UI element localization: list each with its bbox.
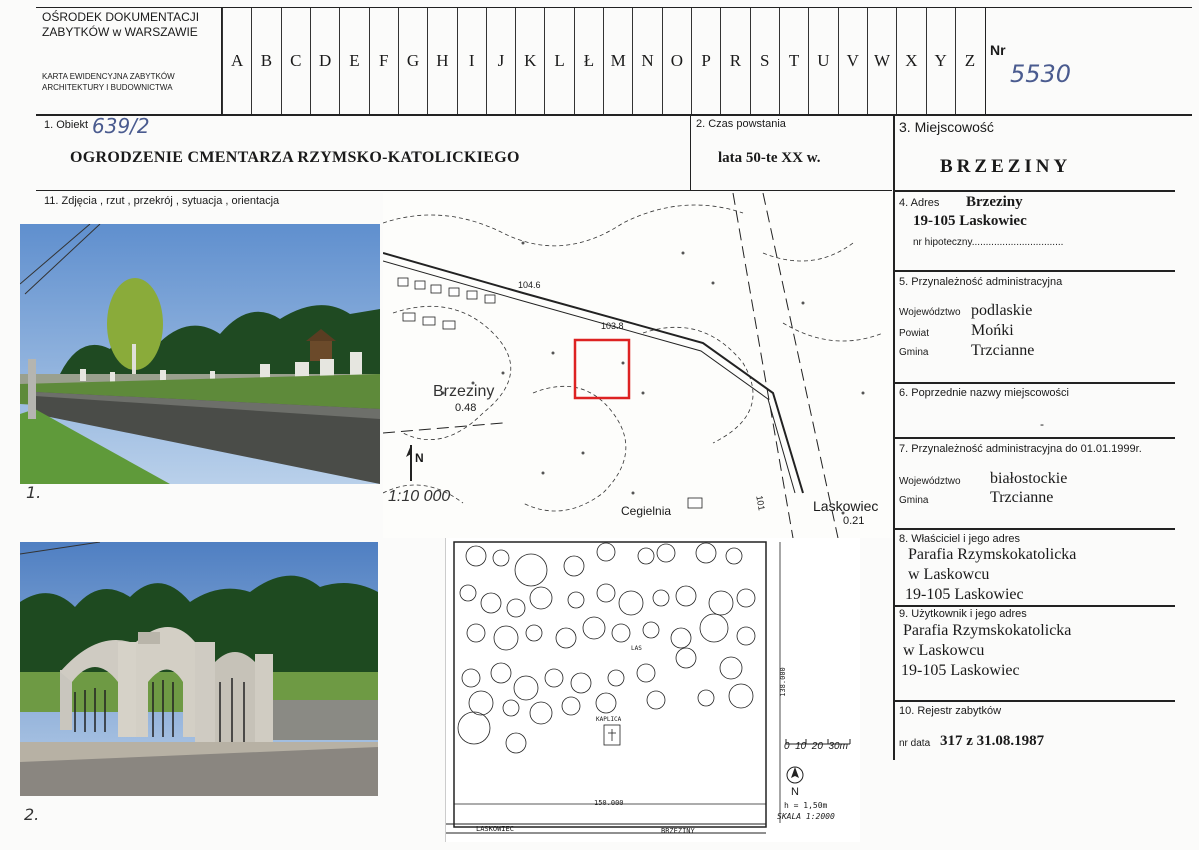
- card-line2: ARCHITEKTURY I BUDOWNICTWA: [42, 83, 173, 92]
- wlasciciel-line3: 19-105 Laskowiec: [905, 586, 1024, 603]
- przynaleznosc-gmina-value: Trzcianne: [971, 342, 1035, 359]
- letter-5: F: [369, 8, 398, 114]
- plan-tree: [481, 593, 501, 613]
- plan-tree: [514, 676, 538, 700]
- letter-20: U: [808, 8, 837, 114]
- plan-tree: [676, 586, 696, 606]
- letter-21: V: [838, 8, 867, 114]
- przynaleznosc-powiat-label: Powiat: [899, 328, 930, 339]
- obiekt-handwritten: 639/2: [92, 114, 150, 138]
- map-place-cegielnia: Cegielnia: [621, 504, 672, 518]
- letter-14: N: [632, 8, 661, 114]
- photo-cemetery-gate: [20, 542, 378, 796]
- photo1-number: 1.: [26, 483, 42, 502]
- plan-tree: [491, 663, 511, 683]
- plan-scale-ticks: 0 10 20 30m: [784, 741, 848, 752]
- org-line1: OŚRODEK DOKUMENTACJI: [42, 10, 200, 24]
- plan-tree: [638, 548, 654, 564]
- letter-11: L: [544, 8, 573, 114]
- wlasciciel-line1: Parafia Rzymskokatolicka: [908, 546, 1077, 563]
- org-name: [42, 10, 199, 40]
- plan-tree: [562, 697, 580, 715]
- plan-tree: [583, 617, 605, 639]
- adres-line2: 19-105 Laskowiec: [913, 213, 1027, 229]
- letter-7: H: [427, 8, 456, 114]
- plan-dim-bottom: 150.000: [594, 799, 624, 807]
- adres-label: 4. Adres: [899, 197, 940, 209]
- plan-tree: [469, 691, 493, 715]
- topographic-map: [383, 193, 892, 538]
- plan-tree: [643, 622, 659, 638]
- plan-tree: [568, 592, 584, 608]
- uzytkownik-line1: Parafia Rzymskokatolicka: [903, 622, 1072, 639]
- rejestr-nr-data-label: nr data: [899, 738, 931, 749]
- letter-17: R: [720, 8, 749, 114]
- przynaleznosc-1999-woj-value: białostockie: [990, 470, 1068, 487]
- letter-8: I: [457, 8, 486, 114]
- plan-dim-right: 138.000: [778, 667, 787, 697]
- plan-tree: [720, 657, 742, 679]
- plan-north-label: N: [791, 786, 799, 798]
- poprzednie-value: -: [1040, 417, 1044, 431]
- zdjecia-label: 11. Zdjęcia , rzut , przekrój , sytuacja , orientacja: [44, 195, 280, 207]
- letter-0: A: [222, 8, 251, 114]
- plan-tree: [556, 628, 576, 648]
- plan-tree: [696, 543, 716, 563]
- plan-tree: [619, 591, 643, 615]
- plan-tree: [530, 587, 552, 609]
- card-line1: KARTA EWIDENCYJNA ZABYTKÓW: [42, 72, 175, 81]
- plan-tree: [657, 544, 675, 562]
- map-elev1: 104.6: [518, 280, 541, 290]
- plan-tree: [671, 628, 691, 648]
- letter-19: T: [779, 8, 808, 114]
- plan-tree: [564, 556, 584, 576]
- photo-cemetery-wall-image: [20, 224, 380, 484]
- wlasciciel-line2: w Laskowcu: [908, 566, 990, 583]
- org-line2: ZABYTKÓW w WARSZAWIE: [42, 25, 198, 39]
- przynaleznosc-1999-gmina-label: Gmina: [899, 495, 929, 506]
- letter-3: D: [310, 8, 339, 114]
- plan-tree: [545, 669, 563, 687]
- plan-tree: [530, 702, 552, 724]
- plan-tree: [729, 684, 753, 708]
- plan-tree: [467, 624, 485, 642]
- letter-24: Y: [926, 8, 955, 114]
- plan-tree: [526, 625, 542, 641]
- plan-tree: [637, 664, 655, 682]
- plan-tree: [493, 550, 509, 566]
- letter-13: M: [603, 8, 632, 114]
- letter-4: E: [339, 8, 368, 114]
- czas-label: 2. Czas powstania: [696, 118, 786, 130]
- plan-tree: [466, 546, 486, 566]
- nr-value: 5530: [1010, 60, 1072, 88]
- letter-15: O: [662, 8, 691, 114]
- plan-forest-label: LAS: [631, 645, 642, 652]
- plan-chapel-label: KAPLICA: [596, 716, 622, 723]
- photo-cemetery-gate-image: [20, 542, 378, 796]
- letter-25: Z: [955, 8, 984, 114]
- plan-road-laskowiec: LASKOWIEC: [476, 825, 514, 833]
- przynaleznosc-woj-value: podlaskie: [971, 302, 1033, 319]
- letter-12: Ł: [574, 8, 603, 114]
- card-type: [42, 71, 175, 93]
- plan-tree: [515, 554, 547, 586]
- plan-scale-text: SKALA 1:2000: [777, 812, 835, 821]
- plan-tree: [737, 627, 755, 645]
- plan-height: h = 1,50m: [784, 801, 828, 810]
- plan-tree: [608, 670, 624, 686]
- uzytkownik-line3: 19-105 Laskowiec: [901, 662, 1020, 679]
- adres-hipoteczny: nr hipoteczny.................................: [913, 237, 1064, 248]
- map-place-brzeziny: Brzeziny: [433, 383, 495, 400]
- map-scale: 1:10 000: [388, 488, 451, 505]
- plan-tree: [726, 548, 742, 564]
- plan-tree: [503, 700, 519, 716]
- compass-icon: [786, 766, 804, 784]
- plan-tree: [460, 585, 476, 601]
- map-road-number: 101: [754, 494, 767, 512]
- plan-tree: [653, 590, 669, 606]
- plan-tree: [698, 690, 714, 706]
- przynaleznosc-powiat-value: Mońki: [971, 322, 1014, 339]
- wlasciciel-label: 8. Właściciel i jego adres: [899, 533, 1021, 545]
- przynaleznosc-label: 5. Przynależność administracyjna: [899, 276, 1063, 288]
- letter-9: J: [486, 8, 515, 114]
- letter-22: W: [867, 8, 896, 114]
- plan-tree: [612, 624, 630, 642]
- przynaleznosc-gmina-label: Gmina: [899, 347, 929, 358]
- map-place-laskowiec: Laskowiec: [813, 498, 879, 514]
- letter-index: [222, 8, 984, 114]
- przynaleznosc-1999-gmina-value: Trzcianne: [990, 489, 1054, 506]
- adres-line1: Brzeziny: [966, 194, 1023, 210]
- uzytkownik-label: 9. Użytkownik i jego adres: [899, 608, 1027, 620]
- czas-value: lata 50-te XX w.: [718, 150, 821, 166]
- letter-10: K: [515, 8, 544, 114]
- map-elev2: 103.8: [601, 321, 624, 331]
- przynaleznosc-woj-label: Województwo: [899, 307, 961, 318]
- plan-tree: [597, 584, 615, 602]
- letter-18: S: [750, 8, 779, 114]
- letter-16: P: [691, 8, 720, 114]
- poprzednie-label: 6. Poprzednie nazwy miejscowości: [899, 387, 1069, 399]
- plan-tree: [709, 591, 733, 615]
- plan-road-brzeziny: BRZEZINY: [661, 827, 695, 835]
- miejscowosc-value: BRZEZINY: [940, 156, 1072, 177]
- map-place-brzeziny-num: 0.48: [455, 402, 477, 414]
- plan-tree: [597, 543, 615, 561]
- rejestr-value: 317 z 31.08.1987: [940, 733, 1045, 749]
- letter-6: G: [398, 8, 427, 114]
- letter-23: X: [896, 8, 925, 114]
- map-north-arrow: [401, 443, 425, 488]
- plan-tree: [596, 693, 616, 713]
- obiekt-value: OGRODZENIE CMENTARZA RZYMSKO-KATOLICKIEGO: [70, 149, 520, 166]
- rejestr-label: 10. Rejestr zabytków: [899, 705, 1002, 717]
- miejscowosc-label: 3. Miejscowość: [899, 119, 994, 135]
- site-plan: [445, 538, 860, 842]
- plan-tree: [700, 614, 728, 642]
- plan-tree: [571, 673, 591, 693]
- plan-tree: [458, 712, 490, 744]
- map-place-laskowiec-num: 0.21: [843, 515, 865, 527]
- uzytkownik-line2: w Laskowcu: [903, 642, 985, 659]
- photo2-number: 2.: [24, 805, 40, 824]
- photo-cemetery-wall: [20, 224, 380, 484]
- plan-tree: [462, 669, 480, 687]
- letter-2: C: [281, 8, 310, 114]
- letter-1: B: [251, 8, 280, 114]
- plan-tree: [647, 691, 665, 709]
- plan-tree: [737, 589, 755, 607]
- obiekt-label: 1. Obiekt: [44, 119, 89, 131]
- plan-tree: [506, 733, 526, 753]
- przynaleznosc-1999-label: 7. Przynależność administracyjna do 01.01.1999r.: [899, 443, 1142, 455]
- plan-tree: [507, 599, 525, 617]
- map-north-label: N: [415, 451, 424, 465]
- plan-tree: [676, 648, 696, 668]
- topographic-map-drawing: [383, 193, 892, 538]
- plan-tree: [494, 626, 518, 650]
- przynaleznosc-1999-woj-label: Województwo: [899, 476, 961, 487]
- nr-label: Nr: [990, 42, 1006, 58]
